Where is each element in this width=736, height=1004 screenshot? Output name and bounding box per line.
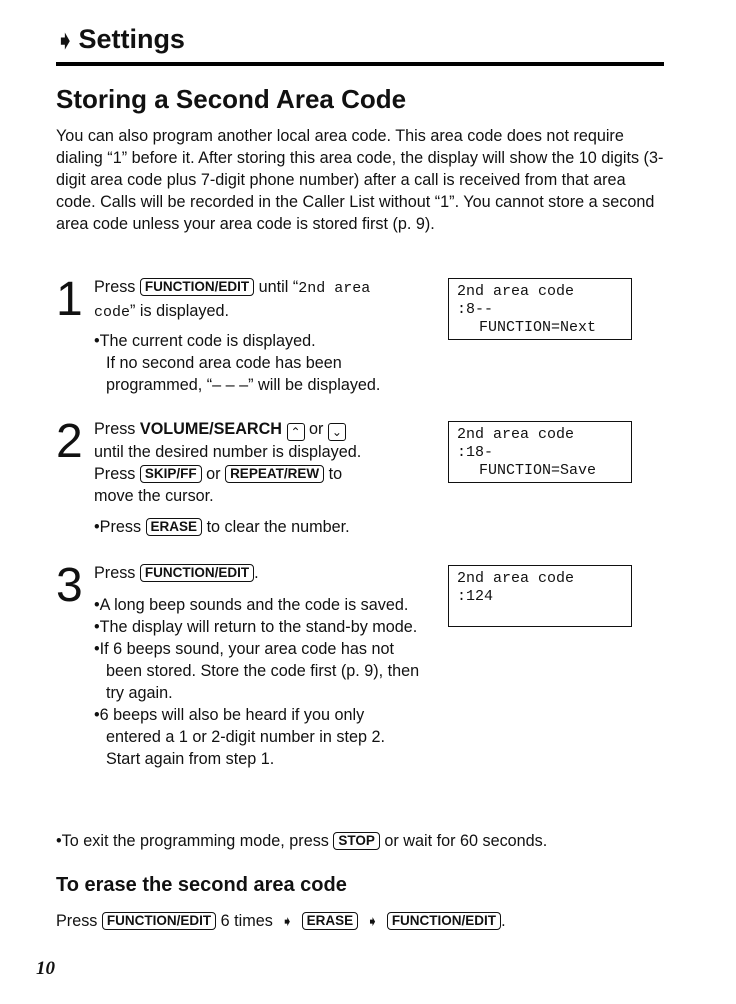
step-2-bullet (94, 516, 424, 538)
lcd-line-1: 2nd area code (457, 283, 575, 300)
step-3-number: 3 (56, 559, 83, 612)
erase-period: . (501, 912, 506, 930)
lcd-line-1: 2nd area code (457, 570, 575, 587)
step-3-text (94, 562, 424, 584)
step-2-press-2: Press (94, 465, 136, 483)
step-2-until: until the desired number is displayed. (94, 443, 362, 461)
section-title: Settings (78, 24, 185, 54)
skip-ff-key: SKIP/FF (140, 465, 202, 483)
page-title: Storing a Second Area Code (56, 84, 407, 114)
lcd-line-1: 2nd area code (457, 426, 575, 443)
step-3-bullet: •6 beeps will also be heard if you only entered a 1 or 2-digit number in step 2. Start again from step 1. (94, 706, 385, 768)
erase-key: ERASE (302, 912, 359, 930)
function-edit-key: FUNCTION/EDIT (102, 912, 216, 930)
step-3-bullet: •If 6 beeps sound, your area code has not been stored. Store the code first (p. 9), then try again. (94, 640, 420, 702)
step-3-bullet: •A long beep sounds and the code is saved. (94, 596, 409, 614)
function-edit-key: FUNCTION/EDIT (140, 564, 254, 582)
step-2-to: to (328, 465, 343, 483)
next-arrow-icon: ➧ (281, 913, 294, 929)
step-2-text (94, 418, 424, 507)
step-1-tail: ” is displayed. (130, 302, 229, 320)
lcd-line-3: FUNCTION=Next (479, 319, 597, 336)
exit-note (56, 830, 547, 852)
step-3-bullet: •The display will return to the stand-by mode. (94, 618, 418, 636)
step-2-or: or (309, 420, 324, 438)
up-arrow-icon: ⌃ (287, 423, 305, 441)
step-1-bullet (94, 330, 414, 396)
step-1-number: 1 (56, 273, 83, 326)
step-1-bullet-line: •The current code is displayed. (94, 332, 316, 350)
step-2-or-2: or (206, 465, 221, 483)
stop-key: STOP (333, 832, 380, 850)
step-3-press: Press (94, 564, 136, 582)
erase-times: 6 times (220, 912, 273, 930)
step-1-press: Press (94, 278, 136, 296)
header-rule (56, 62, 664, 66)
function-edit-key: FUNCTION/EDIT (387, 912, 501, 930)
step-1-mono: 2nd area code (94, 280, 371, 321)
erase-press: Press (56, 912, 98, 930)
function-edit-key: FUNCTION/EDIT (140, 278, 254, 296)
lcd-display-step-2 (448, 421, 632, 483)
erase-instructions (56, 910, 506, 932)
exit-note-pre: •To exit the programming mode, press (56, 832, 329, 850)
exit-note-post: or wait for 60 seconds. (384, 832, 548, 850)
step-2-number: 2 (56, 415, 83, 468)
erase-section-title: To erase the second area code (56, 874, 347, 896)
lcd-display-step-1 (448, 278, 632, 340)
step-2-bullet-tail: to clear the number. (206, 518, 350, 536)
intro-paragraph: You can also program another local area code. This area code does not require dialing “1” before it. After storing this area code, the display will show the 10 digits (3-digit area code plus 7-digit phone number) after a call is received from that area code. Calls will be recorded in the Caller List without “1”. You cannot store a second area code unless your area code is stored first (p. 9). (56, 127, 664, 233)
page-number: 10 (36, 958, 55, 979)
erase-key: ERASE (146, 518, 203, 536)
step-2-bullet-press: •Press (94, 518, 142, 536)
lcd-line-2: :8-- (457, 301, 494, 318)
down-arrow-icon: ⌄ (328, 423, 346, 441)
section-header (56, 24, 185, 55)
volume-search-label: VOLUME/SEARCH (139, 420, 282, 438)
lcd-line-3: FUNCTION=Save (479, 462, 597, 479)
step-1-text (94, 276, 414, 324)
lcd-line-2: :124 (457, 588, 494, 605)
repeat-rew-key: REPEAT/REW (225, 465, 324, 483)
step-2-move: move the cursor. (94, 487, 214, 505)
step-1-bullet-sub: If no second area code has been programmed, “– – –” will be displayed. (106, 354, 381, 394)
section-arrow-icon: ➧ (56, 28, 75, 53)
next-arrow-icon: ➧ (366, 913, 379, 929)
step-1-until: until “ (258, 278, 299, 296)
step-3-period: . (254, 564, 259, 582)
step-3-bullets (94, 594, 422, 770)
step-2-press: Press (94, 420, 136, 438)
lcd-line-2: :18- (457, 444, 494, 461)
lcd-display-step-3 (448, 565, 632, 627)
